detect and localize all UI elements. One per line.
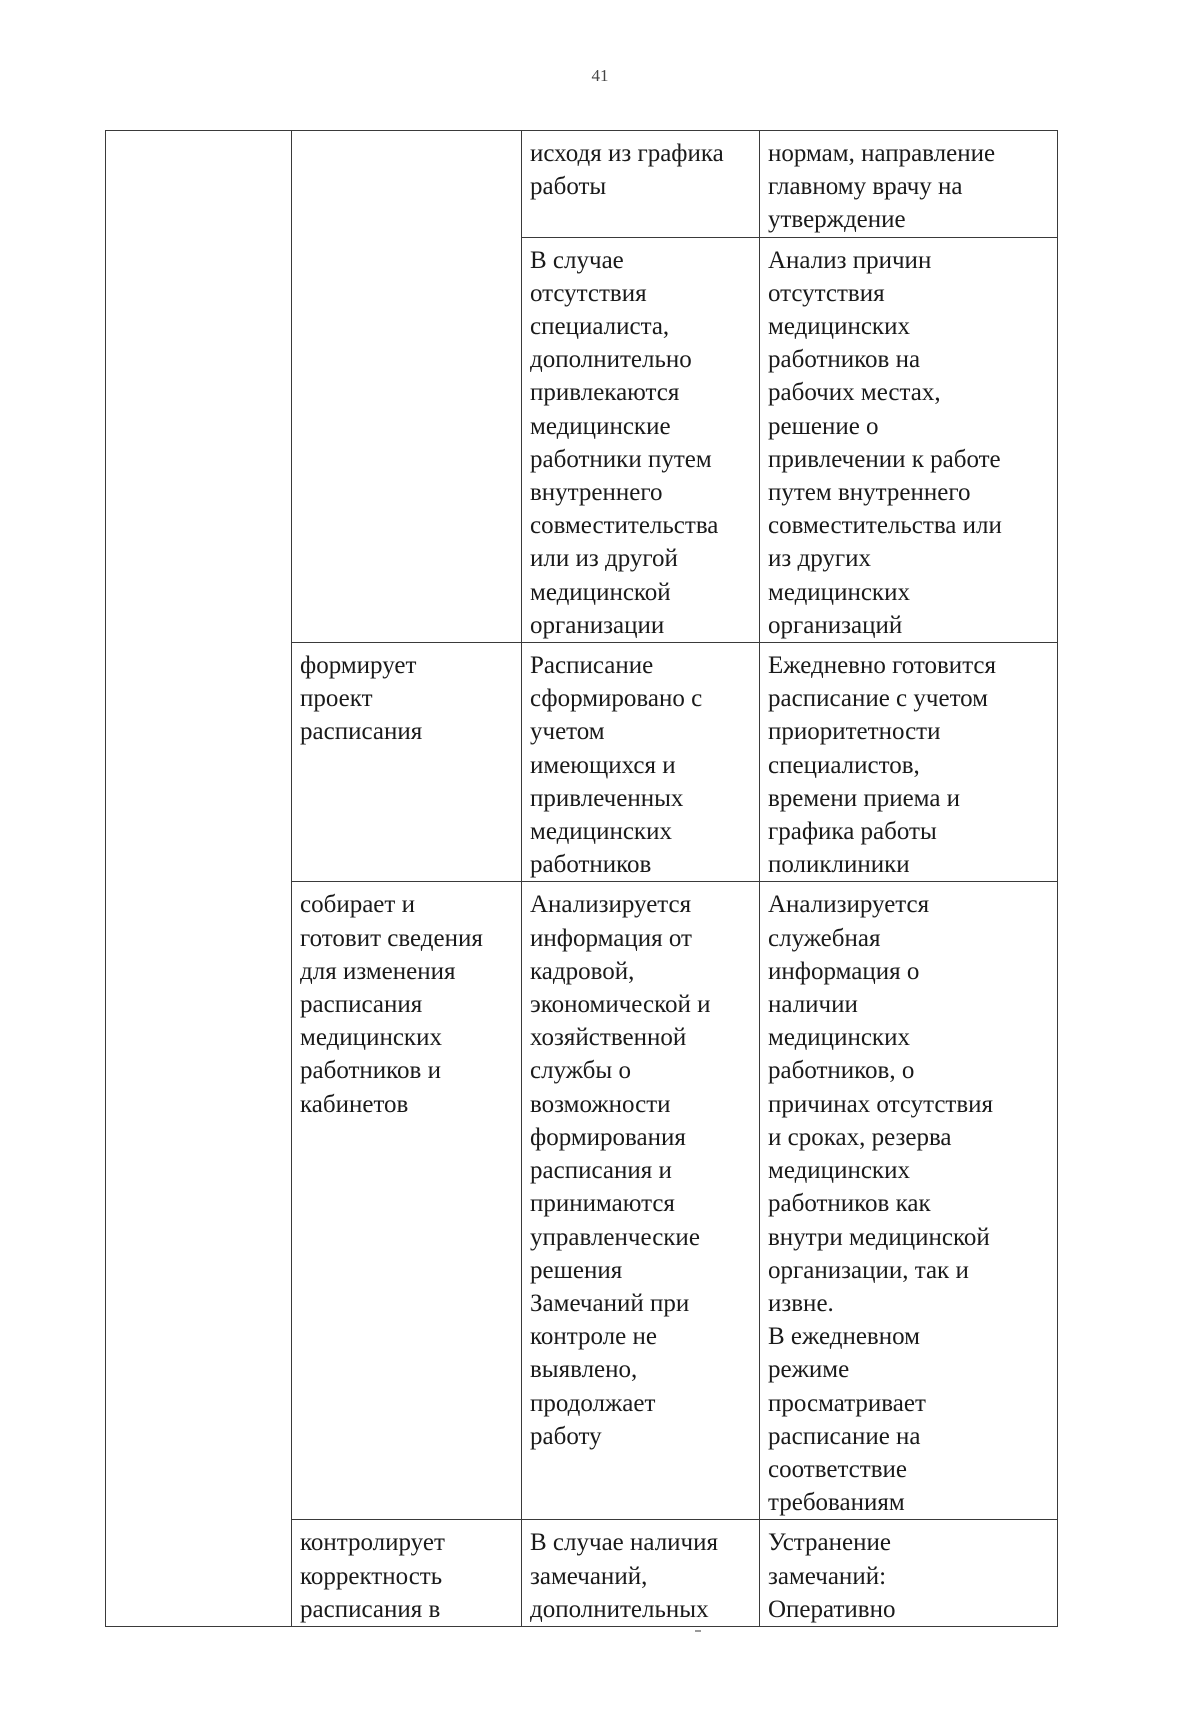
action-cell — [292, 131, 522, 643]
control-cell: Устранение замечаний: Оперативно — [760, 1520, 1058, 1627]
control-cell: Ежедневно готовится расписание с учетом приоритетности специалистов, времени приема и графика работы поликлиники — [760, 643, 1058, 882]
process-table — [105, 130, 1058, 1627]
action-cell: контролирует корректность расписания в — [292, 1520, 522, 1627]
result-cell: Анализируется информация от кадровой, экономической и хозяйственной службы о возможности формирования расписания и принимаются управленческие решения Замечаний при контроле не выявлено, продолжает работу — [522, 882, 760, 1520]
empty-left-cell — [106, 131, 292, 1627]
control-cell: нормам, направление главному врачу на утверждение — [760, 131, 1058, 238]
result-cell: В случае отсутствия специалиста, дополнительно привлекаются медицинские работники путем внутреннего совместительства или из другой медицинской организации — [522, 237, 760, 642]
table-row — [106, 131, 1058, 238]
control-cell: Анализируется служебная информация о наличии медицинских работников, о причинах отсутствия и сроках, резерва медицинских работников как внутри медицинской организации, так и извне. В ежедневном режиме просматривает расписание на соответствие требованиям — [760, 882, 1058, 1520]
action-cell: формирует проект расписания — [292, 643, 522, 882]
result-cell: исходя из графика работы — [522, 131, 760, 238]
scan-speck — [695, 1630, 701, 1632]
result-cell: В случае наличия замечаний, дополнительных — [522, 1520, 760, 1627]
control-cell: Анализ причин отсутствия медицинских работников на рабочих местах, решение о привлечении к работе путем внутреннего совместительства или из других медицинских организаций — [760, 237, 1058, 642]
page-number: 41 — [591, 66, 609, 85]
action-cell: собирает и готовит сведения для изменения расписания медицинских работников и кабинетов — [292, 882, 522, 1520]
result-cell: Расписание сформировано с учетом имеющихся и привлеченных медицинских работников — [522, 643, 760, 882]
